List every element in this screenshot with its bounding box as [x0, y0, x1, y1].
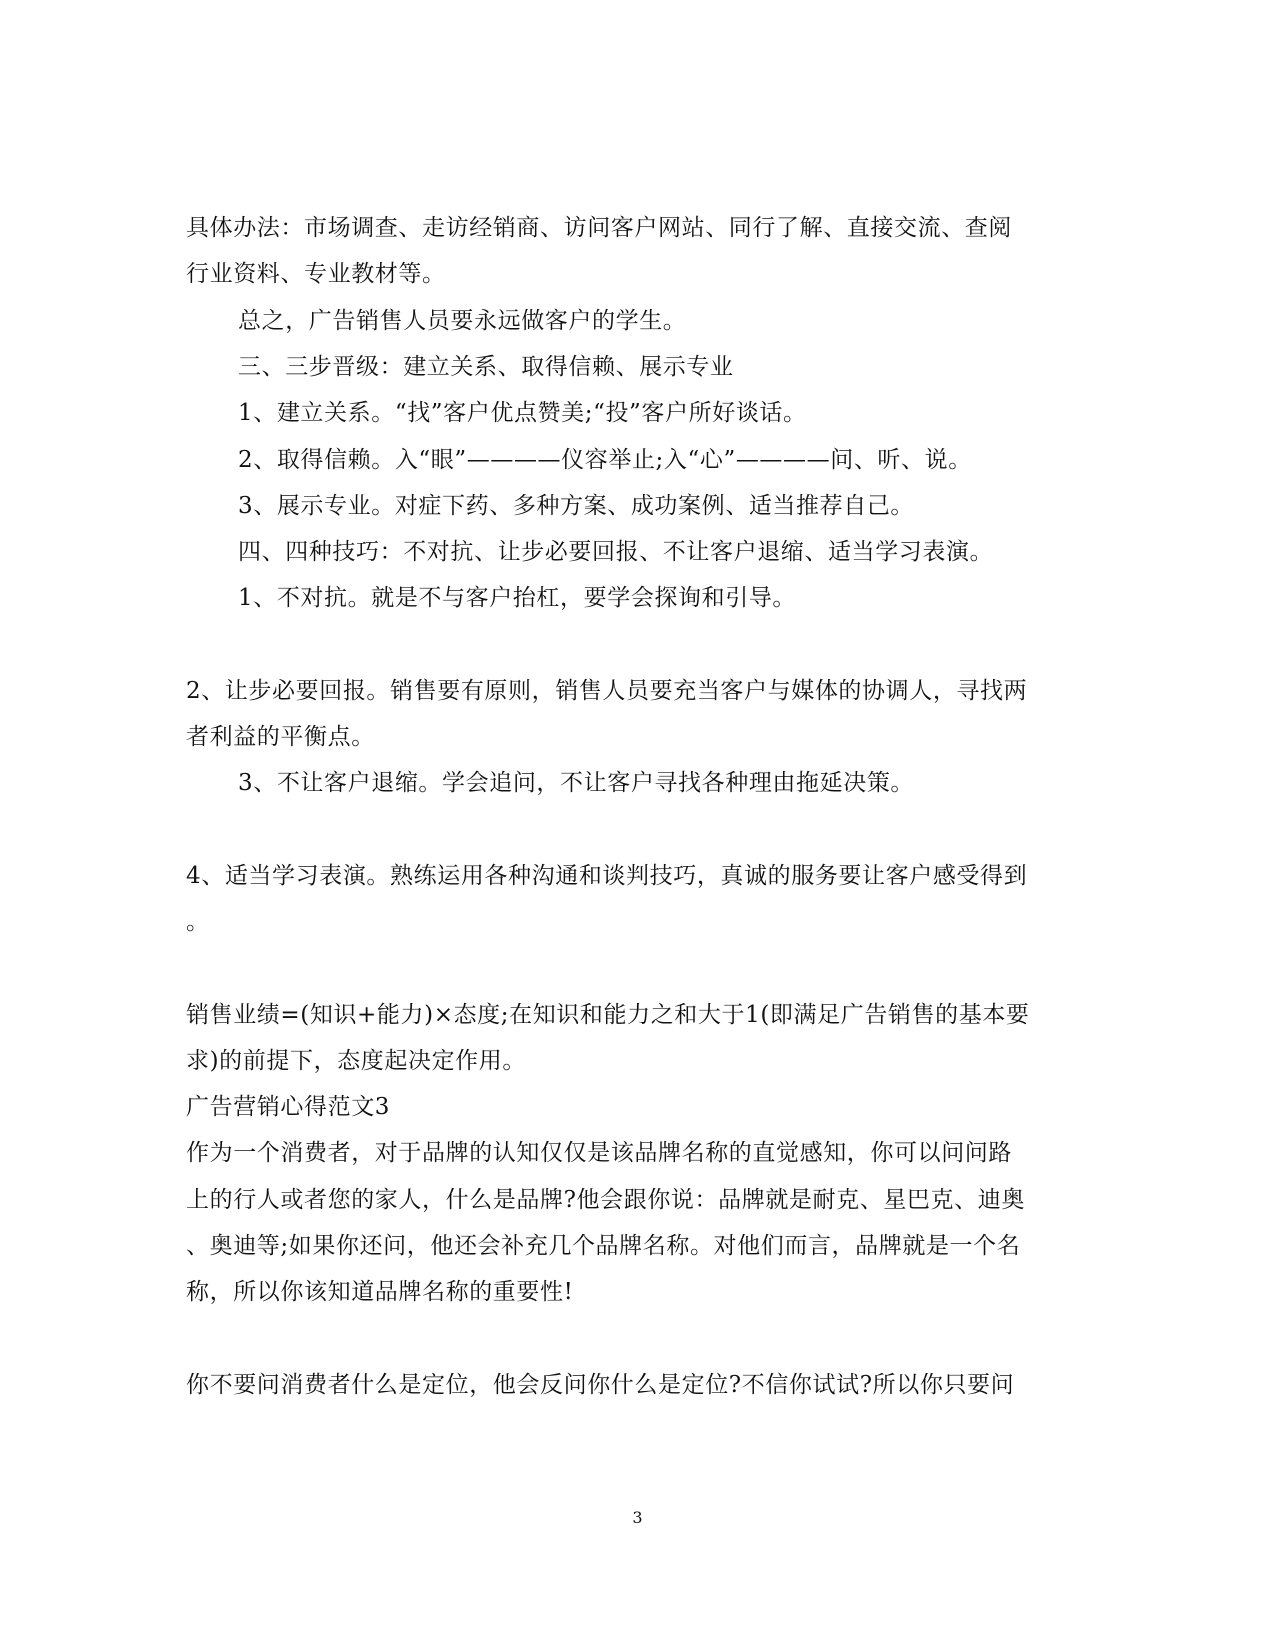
- text-line: 2、让步必要回报。销售要有原则，销售人员要充当客户与媒体的协调人，寻找两: [186, 678, 1028, 704]
- text-line: 行业资料、专业教材等。: [186, 261, 446, 287]
- text-line: 求)的前提下，态度起决定作用。: [186, 1048, 526, 1074]
- section-heading: 四、四种技巧：不对抗、让步必要回报、不让客户退缩、适当学习表演。: [238, 539, 994, 565]
- article-title: 广告营销心得范文3: [186, 1094, 391, 1120]
- text-line: 。: [186, 909, 210, 935]
- text-line: 上的行人或者您的家人，什么是品牌?他会跟你说：品牌就是耐克、星巴克、迪奥: [186, 1187, 1025, 1213]
- text-line: 你不要问消费者什么是定位，他会反问你什么是定位?不信你试试?所以你只要问: [186, 1372, 1015, 1398]
- text-line: 4、适当学习表演。熟练运用各种沟通和谈判技巧，真诚的服务要让客户感受得到: [186, 863, 1028, 889]
- text-line: 称，所以你该知道品牌名称的重要性!: [186, 1279, 574, 1305]
- text-line: 、奥迪等;如果你还问，他还会补充几个品牌名称。对他们而言，品牌就是一个名: [186, 1233, 1021, 1259]
- page-number: 3: [632, 1508, 643, 1527]
- text-line: 具体办法：市场调查、走访经销商、访问客户网站、同行了解、直接交流、查阅: [186, 215, 1012, 241]
- text-line: 作为一个消费者，对于品牌的认知仅仅是该品牌名称的直觉感知，你可以问问路: [186, 1140, 1012, 1166]
- text-line: 总之，广告销售人员要永远做客户的学生。: [238, 308, 687, 334]
- text-line: 销售业绩=(知识+能力)×态度;在知识和能力之和大于1(即满足广告销售的基本要: [186, 1002, 1030, 1028]
- section-heading: 三、三步晋级：建立关系、取得信赖、展示专业: [238, 354, 734, 380]
- text-line: 2、取得信赖。入“眼”————仪容举止;入“心”————问、听、说。: [238, 447, 972, 473]
- text-line: 者利益的平衡点。: [186, 724, 375, 750]
- text-line: 3、不让客户退缩。学会追问，不让客户寻找各种理由拖延决策。: [238, 770, 915, 796]
- text-line: 1、建立关系。“找”客户优点赞美;“投”客户所好谈话。: [238, 400, 807, 426]
- text-line: 3、展示专业。对症下药、多种方案、成功案例、适当推荐自己。: [238, 493, 915, 519]
- text-line: 1、不对抗。就是不与客户抬杠，要学会探询和引导。: [238, 585, 797, 611]
